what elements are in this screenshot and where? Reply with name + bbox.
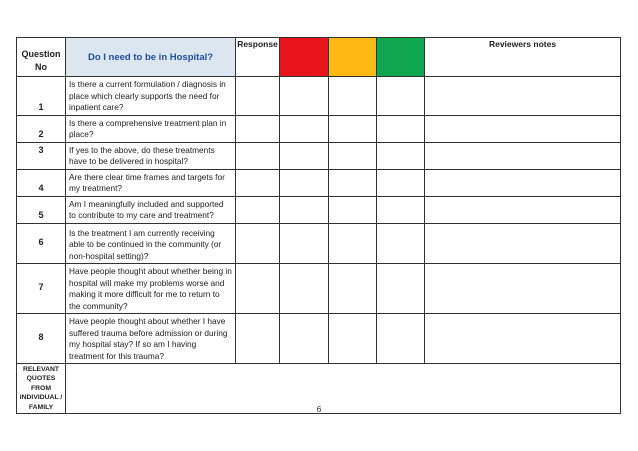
green-cell[interactable]	[377, 77, 425, 116]
question-text: Is there a current formulation / diagnosis in place which clearly supports the need for inpatient care?	[66, 77, 236, 116]
question-number: 2	[17, 115, 66, 142]
amber-cell[interactable]	[329, 223, 377, 264]
table-row	[17, 142, 621, 169]
notes-cell[interactable]	[425, 77, 621, 116]
red-cell[interactable]	[280, 115, 329, 142]
amber-status-header	[329, 38, 377, 77]
amber-cell[interactable]	[329, 196, 377, 223]
question-number: 1	[17, 77, 66, 116]
green-cell[interactable]	[377, 169, 425, 196]
page-number: 6	[316, 404, 322, 414]
red-cell[interactable]	[280, 314, 329, 364]
response-cell[interactable]	[236, 223, 280, 264]
table-row	[17, 196, 621, 223]
response-cell[interactable]	[236, 264, 280, 314]
red-cell[interactable]	[280, 142, 329, 169]
question-text: Are there clear time frames and targets for my treatment?	[66, 169, 236, 196]
notes-cell[interactable]	[425, 223, 621, 264]
table-row	[17, 264, 621, 314]
question-number: 8	[17, 314, 66, 364]
notes-cell[interactable]	[425, 264, 621, 314]
question-text: Is the treatment I am currently receiving able to be continued in the community (or non-hospital setting)?	[66, 223, 236, 264]
table-row	[17, 115, 621, 142]
green-cell[interactable]	[377, 314, 425, 364]
question-no-header: Question No	[17, 38, 66, 77]
relevant-quotes-label: RELEVANT QUOTES FROM INDIVIDUAL / FAMILY	[17, 364, 66, 414]
question-number: 6	[17, 223, 66, 264]
notes-cell[interactable]	[425, 115, 621, 142]
response-cell[interactable]	[236, 169, 280, 196]
red-status-header	[280, 38, 329, 77]
green-cell[interactable]	[377, 142, 425, 169]
green-cell[interactable]	[377, 264, 425, 314]
response-header: Response	[236, 38, 280, 77]
question-number: 7	[17, 264, 66, 314]
response-cell[interactable]	[236, 77, 280, 116]
red-cell[interactable]	[280, 77, 329, 116]
amber-cell[interactable]	[329, 142, 377, 169]
green-status-header	[377, 38, 425, 77]
table-row	[17, 169, 621, 196]
question-text: Have people thought about whether I have suffered trauma before admission or during my hospital stay? If so am I having treatment for this trauma?	[66, 314, 236, 364]
red-cell[interactable]	[280, 196, 329, 223]
table-row	[17, 77, 621, 116]
green-cell[interactable]	[377, 223, 425, 264]
header-row	[17, 38, 621, 77]
red-cell[interactable]	[280, 264, 329, 314]
green-cell[interactable]	[377, 115, 425, 142]
table-row	[17, 314, 621, 364]
response-cell[interactable]	[236, 196, 280, 223]
question-text: If yes to the above, do these treatments have to be delivered in hospital?	[66, 142, 236, 169]
amber-cell[interactable]	[329, 77, 377, 116]
response-cell[interactable]	[236, 142, 280, 169]
table-row	[17, 223, 621, 264]
section-title: Do I need to be in Hospital?	[66, 38, 236, 77]
notes-cell[interactable]	[425, 169, 621, 196]
question-number: 4	[17, 169, 66, 196]
response-cell[interactable]	[236, 115, 280, 142]
question-text: Is there a comprehensive treatment plan in place?	[66, 115, 236, 142]
amber-cell[interactable]	[329, 169, 377, 196]
red-cell[interactable]	[280, 223, 329, 264]
red-cell[interactable]	[280, 169, 329, 196]
review-table	[16, 37, 621, 414]
reviewers-notes-header: Reviewers notes	[425, 38, 621, 77]
amber-cell[interactable]	[329, 264, 377, 314]
amber-cell[interactable]	[329, 314, 377, 364]
question-text: Am I meaningfully included and supported to contribute to my care and treatment?	[66, 196, 236, 223]
green-cell[interactable]	[377, 196, 425, 223]
question-number: 3	[17, 142, 66, 169]
notes-cell[interactable]	[425, 142, 621, 169]
notes-cell[interactable]	[425, 314, 621, 364]
amber-cell[interactable]	[329, 115, 377, 142]
notes-cell[interactable]	[425, 196, 621, 223]
response-cell[interactable]	[236, 314, 280, 364]
question-number: 5	[17, 196, 66, 223]
question-text: Have people thought about whether being in hospital will make my problems worse and making it more difficult for me to return to the community?	[66, 264, 236, 314]
